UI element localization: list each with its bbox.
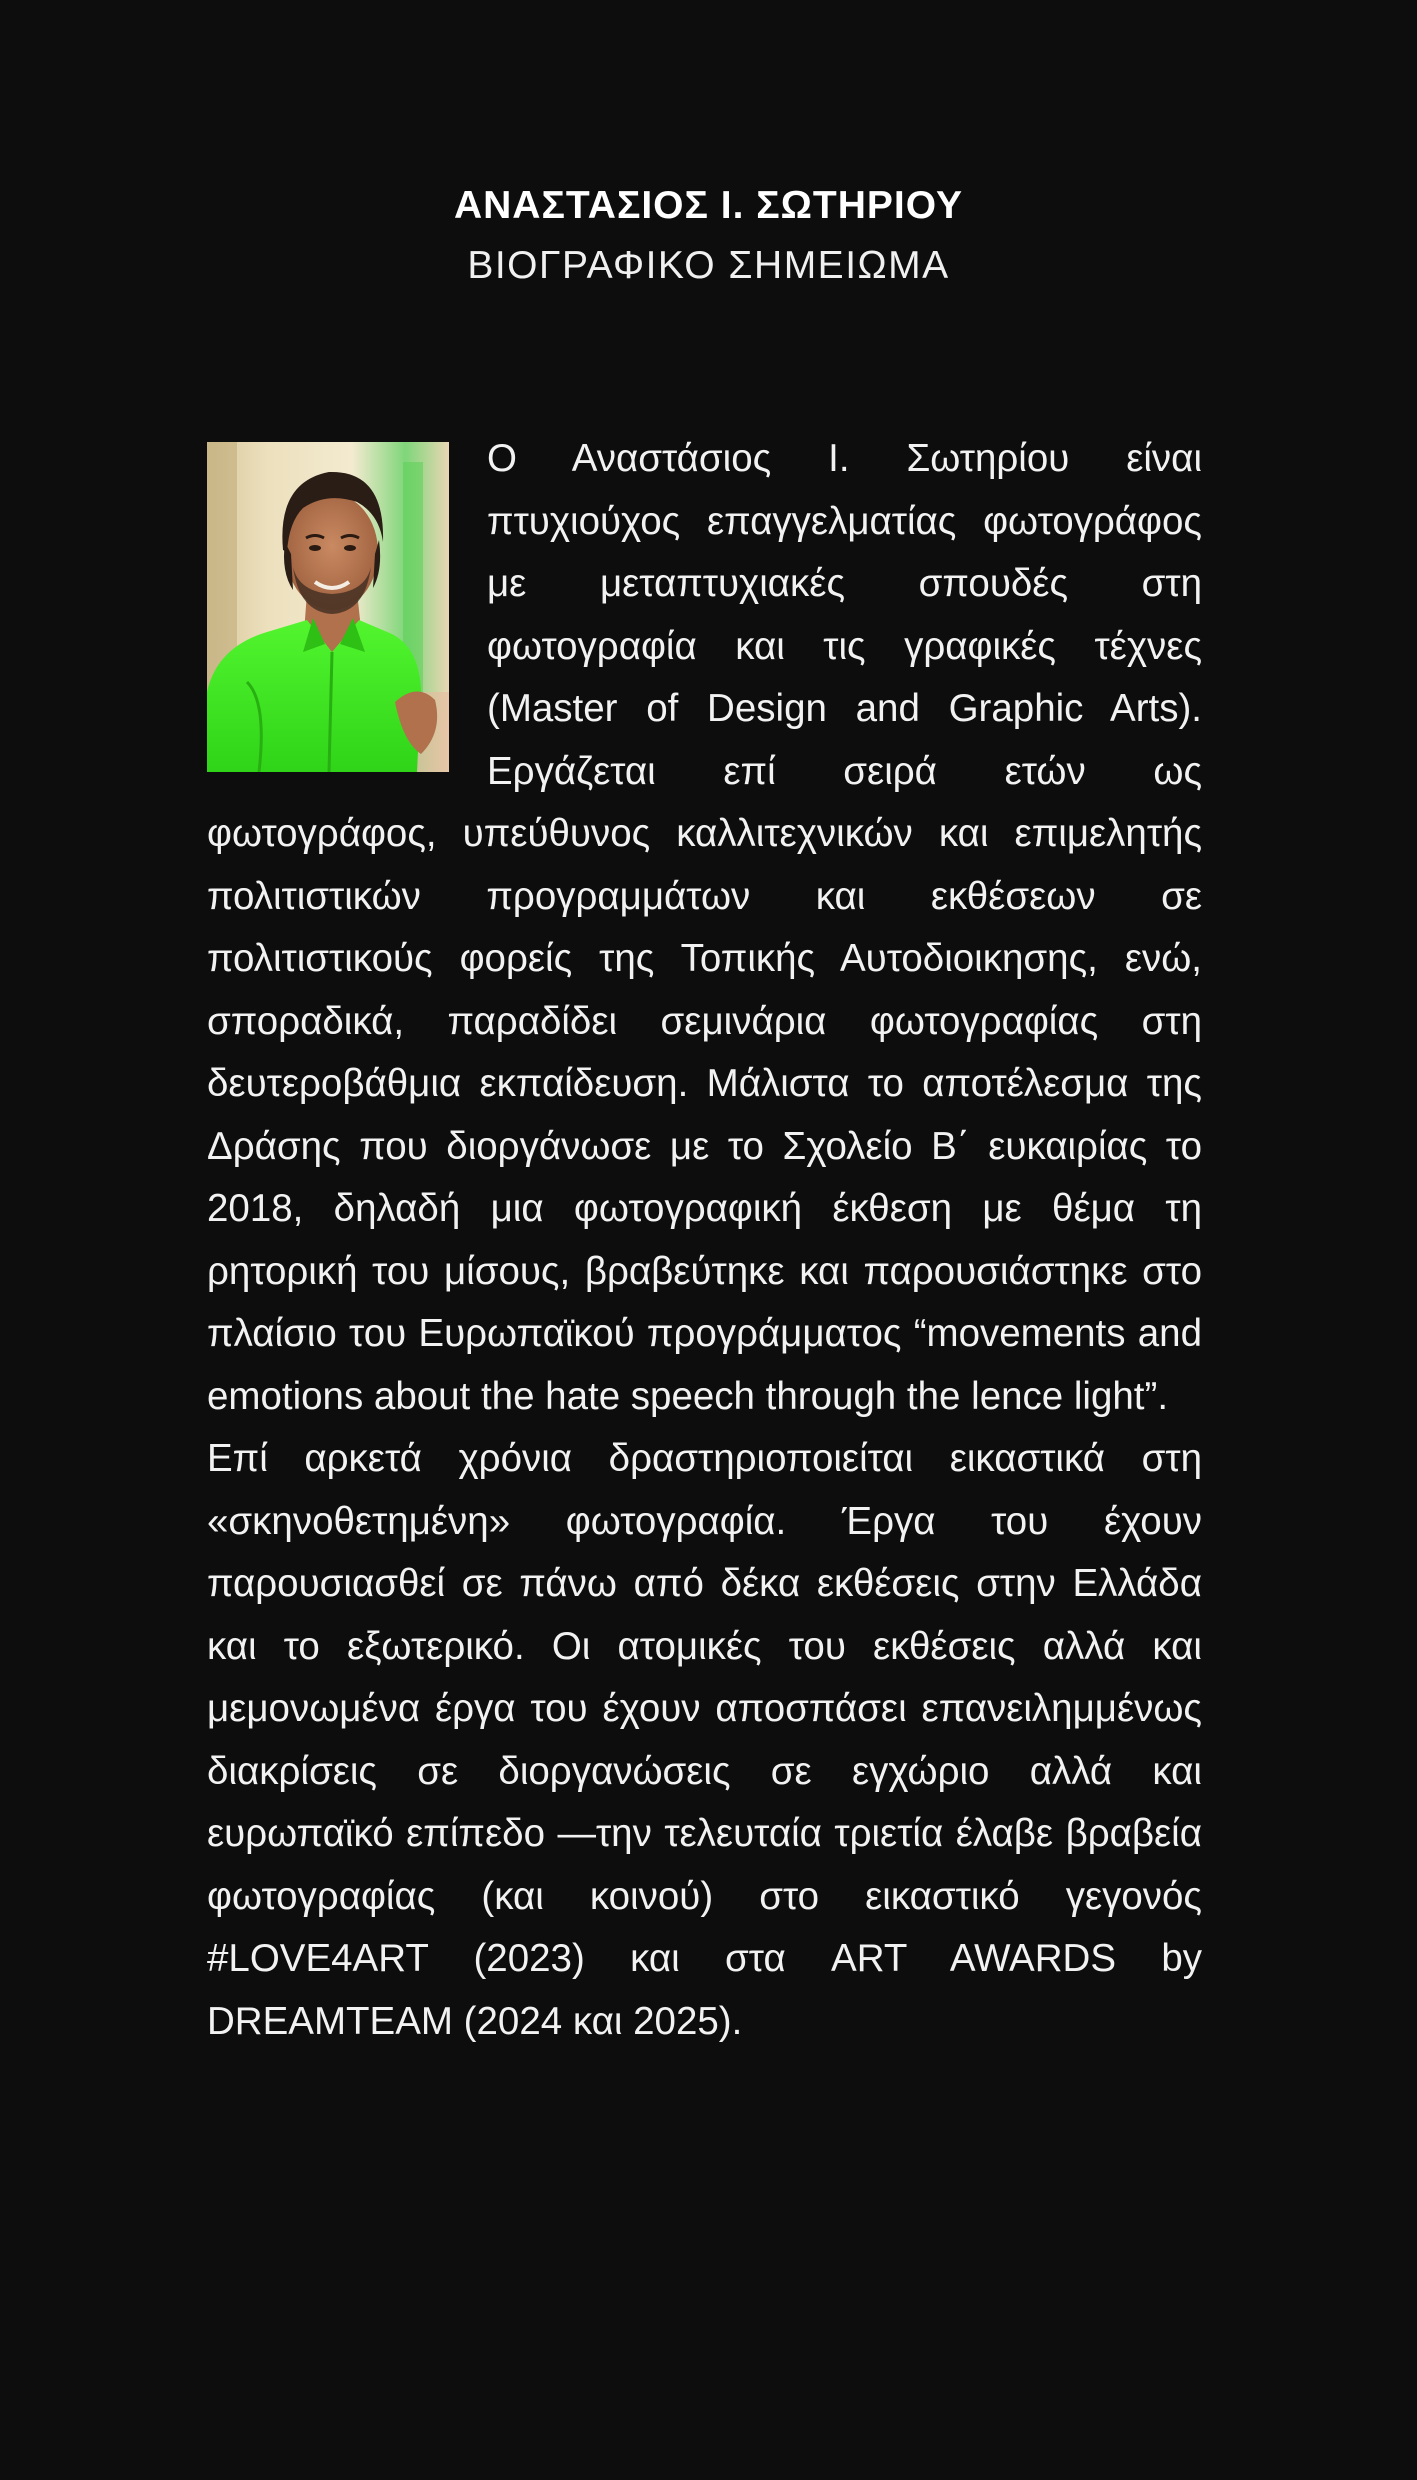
author-portrait: [207, 442, 449, 772]
author-name: ΑΝΑΣΤΑΣΙΟΣ Ι. ΣΩΤΗΡΙΟΥ: [453, 184, 964, 227]
biography-text: [207, 428, 1202, 2053]
biography-paragraph-1: Ο Αναστάσιος Ι. Σωτηρίου είναι πτυχιούχος επαγγελματίας φωτογράφος με μεταπτυχιακές σπουδές στη φωτογραφία και τις γραφικές τέχνες (Master of Design and Graphic Arts). Εργάζεται επί σειρά ετών ως φωτογράφος, υπεύθυνος καλλιτεχνικών και επιμελητής πολιτιστικών προγραμμάτων και εκθέσεων σε πολιτιστικούς φορείς της Τοπικής Αυτοδιοικησης, ενώ, σποραδικά, παραδίδει σεμινάρια φωτογραφίας στη δευτεροβάθμια εκπαίδευση. Μάλιστα το αποτέλεσμα της Δράσης που διοργάνωσε με το Σχολείο Β΄ ευκαιρίας το 2018, δηλαδή μια φωτογραφική έκθεση με θέμα τη ρητορική του μίσους, βραβεύτηκε και παρουσιάστηκε στο πλαίσιο του Ευρωπαϊκού προγράμματος “movements and emotions about the hate speech through the lence light”.: [207, 437, 1202, 1418]
page-header: [0, 178, 1417, 298]
document-subtitle: ΒΙΟΓΡΑΦΙΚΟ ΣΗΜΕΙΩΜΑ: [467, 244, 950, 287]
biography-paragraph-2: Επί αρκετά χρόνια δραστηριοποιείται εικαστικά στη «σκηνοθετημένη» φωτογραφία. Έργα του έχουν παρουσιασθεί σε πάνω από δέκα εκθέσεις στην Ελλάδα και το εξωτερικό. Οι ατομικές του εκθέσεις αλλά και μεμονωμένα έργα του έχουν αποσπάσει επανειλημμένως διακρίσεις σε διοργανώσεις σε εγχώριο αλλά και ευρωπαϊκό επίπεδο —την τελευταία τριετία έλαβε βραβεία φωτογραφίας (και κοινού) στο εικαστικό γεγονός #LOVE4ART (2023) και στα ART AWARDS by DREAMTEAM (2024 και 2025).: [207, 1437, 1202, 2043]
portrait-photo-icon: [207, 442, 449, 772]
